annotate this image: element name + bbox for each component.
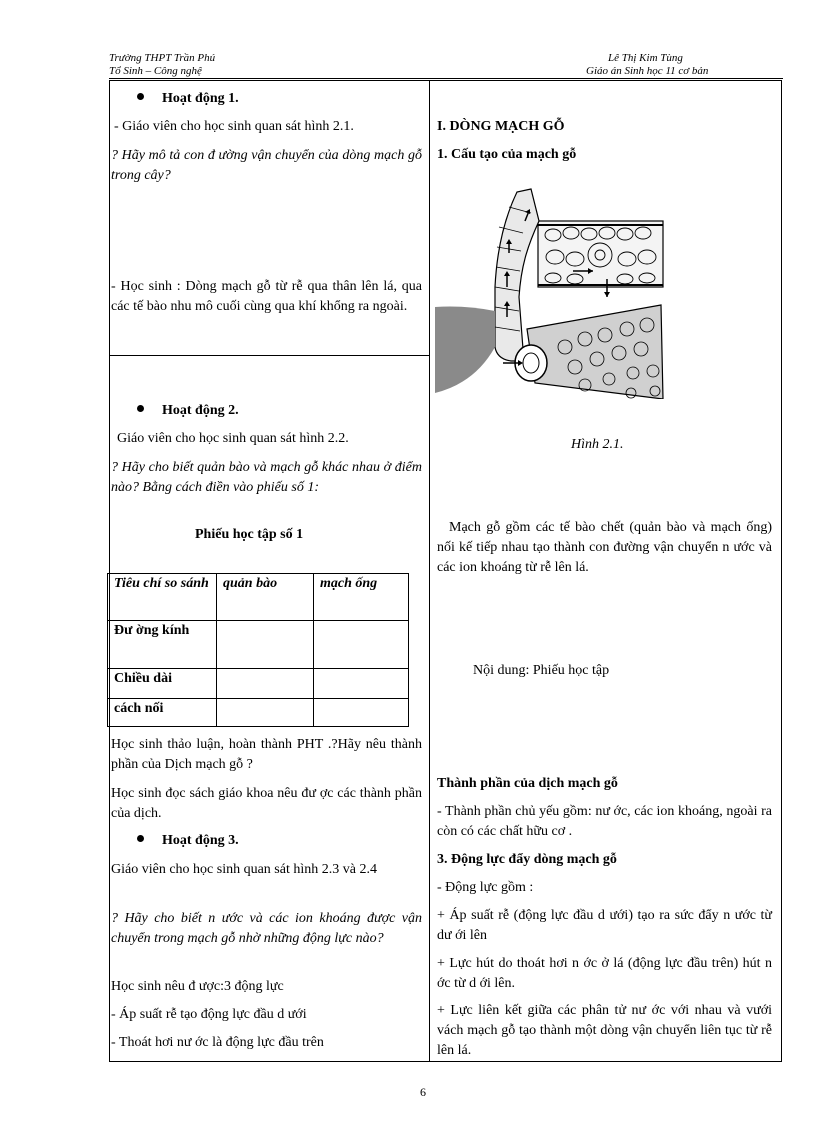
section-title: I. DÒNG MẠCH GỖ <box>437 119 565 134</box>
table-header-vessel: mạch ống <box>314 574 409 621</box>
school-name: Trường THPT Trần Phú <box>109 52 216 64</box>
act3-heading <box>137 831 239 851</box>
soil <box>435 307 495 394</box>
table-cell[interactable] <box>314 699 409 727</box>
table-cell[interactable] <box>314 669 409 699</box>
act3-teacher: Giáo viên cho học sinh quan sát hình 2.3 và 2.4 <box>111 862 377 877</box>
act1-heading <box>137 89 239 109</box>
header-right <box>586 52 708 78</box>
act3-title: Hoạt động 3. <box>162 833 239 848</box>
act2-question: ? Hãy cho biết quản bào và mạch gỗ khác nhau ở điểm nào? Bằng cách điền vào phiếu số 1: <box>111 460 422 495</box>
subheading-forces: 3. Động lực đẩy dòng mạch gỗ <box>437 852 617 867</box>
act3-question: ? Hãy cho biết n ước và các ion khoáng được vận chuyển trong mạch gỗ nhờ những động lực nào? <box>111 911 422 946</box>
force-b: + Lực hút do thoát hơi n ớc ở lá (động lực đầu trên) hút n ớc từ d ới lên. <box>437 956 772 991</box>
act1-question: ? Hãy mô tả con đ ường vận chuyển của dòng mạch gỗ trong cây? <box>111 148 422 183</box>
forces-intro: - Động lực gồm : <box>437 880 534 895</box>
act2-teacher: Giáo viên cho học sinh quan sát hình 2.2. <box>117 431 349 446</box>
bullet-icon <box>137 835 144 842</box>
bullet-icon <box>137 405 144 412</box>
act2-heading <box>137 401 239 421</box>
components-text: - Thành phần chủ yếu gồm: nư ớc, các ion khoáng, ngoài ra còn có các chất hữu cơ . <box>437 804 772 839</box>
force-1: - Áp suất rễ tạo động lực đầu d ưới <box>111 1007 307 1022</box>
row-divider-1 <box>110 355 430 356</box>
table-row-length: Chiều dài <box>108 669 217 699</box>
table-cell[interactable] <box>217 669 314 699</box>
bullet-icon <box>137 93 144 100</box>
teacher-name: Lê Thị Kim Tùng <box>608 52 683 64</box>
subheading-structure: 1. Cấu tạo của mạch gỗ <box>437 147 577 162</box>
discuss-text: Học sinh thảo luận, hoàn thành PHT .?Hãy nêu thành phần của Dịch mạch gỗ ? <box>111 737 422 772</box>
department-name: Tổ Sinh – Công nghệ <box>109 65 202 77</box>
column-divider <box>429 81 430 1061</box>
leaf-section <box>538 221 663 287</box>
act1-teacher: - Giáo viên cho học sinh quan sát hình 2.1. <box>114 119 354 134</box>
force-2: - Thoát hơi nư ớc là động lực đầu trên <box>111 1035 324 1050</box>
table-cell[interactable] <box>217 621 314 669</box>
force-a: + Áp suất rễ (động lực đầu d ưới) tạo ra sức đẩy n ước từ dư ới lên <box>437 908 772 943</box>
act1-student: - Học sinh : Dòng mạch gỗ từ rễ qua thân lên lá, qua các tế bào nhu mô cuối cùng qua khí khổng ra ngoài. <box>111 279 422 314</box>
act2-title: Hoạt động 2. <box>162 403 239 418</box>
read-text: Học sinh đọc sách giáo khoa nêu đư ợc các thành phần của dịch. <box>111 786 422 821</box>
table-cell[interactable] <box>314 621 409 669</box>
structure-text: Mạch gỗ gồm các tế bào chết (quản bào và mạch ống) nối kế tiếp nhau tạo thành con đường vận chuyển n ước và các ion khoáng từ rễ lên lá. <box>437 520 772 575</box>
act1-title: Hoạt động 1. <box>162 91 239 106</box>
table-cell[interactable] <box>217 699 314 727</box>
xylem-figure <box>435 187 665 399</box>
act3-student: Học sinh nêu đ ược:3 động lực <box>111 979 284 994</box>
comparison-table <box>107 573 409 727</box>
figure-caption: Hình 2.1. <box>571 437 624 452</box>
table-header-tracheid: quản bào <box>217 574 314 621</box>
header-rule <box>109 78 783 79</box>
subheading-components: Thành phần của dịch mạch gỗ <box>437 776 618 791</box>
table-row-connection: cách nối <box>108 699 217 727</box>
subject-name: Giáo án Sinh học 11 cơ bản <box>586 65 709 77</box>
table-header-criteria: Tiêu chí so sánh <box>108 574 217 621</box>
header-left <box>109 52 215 78</box>
page-number: 6 <box>420 1085 426 1099</box>
force-c: + Lực liên kết giữa các phân tử nư ớc với nhau và vưới vách mạch gỗ tạo thành một dòng vận chuyển liên tục từ rễ lên lá. <box>437 1003 772 1058</box>
worksheet-title: Phiếu học tập số 1 <box>195 527 304 542</box>
table-row-diameter: Đư ờng kính <box>108 621 217 669</box>
content-note: Nội dung: Phiếu học tập <box>473 663 610 678</box>
